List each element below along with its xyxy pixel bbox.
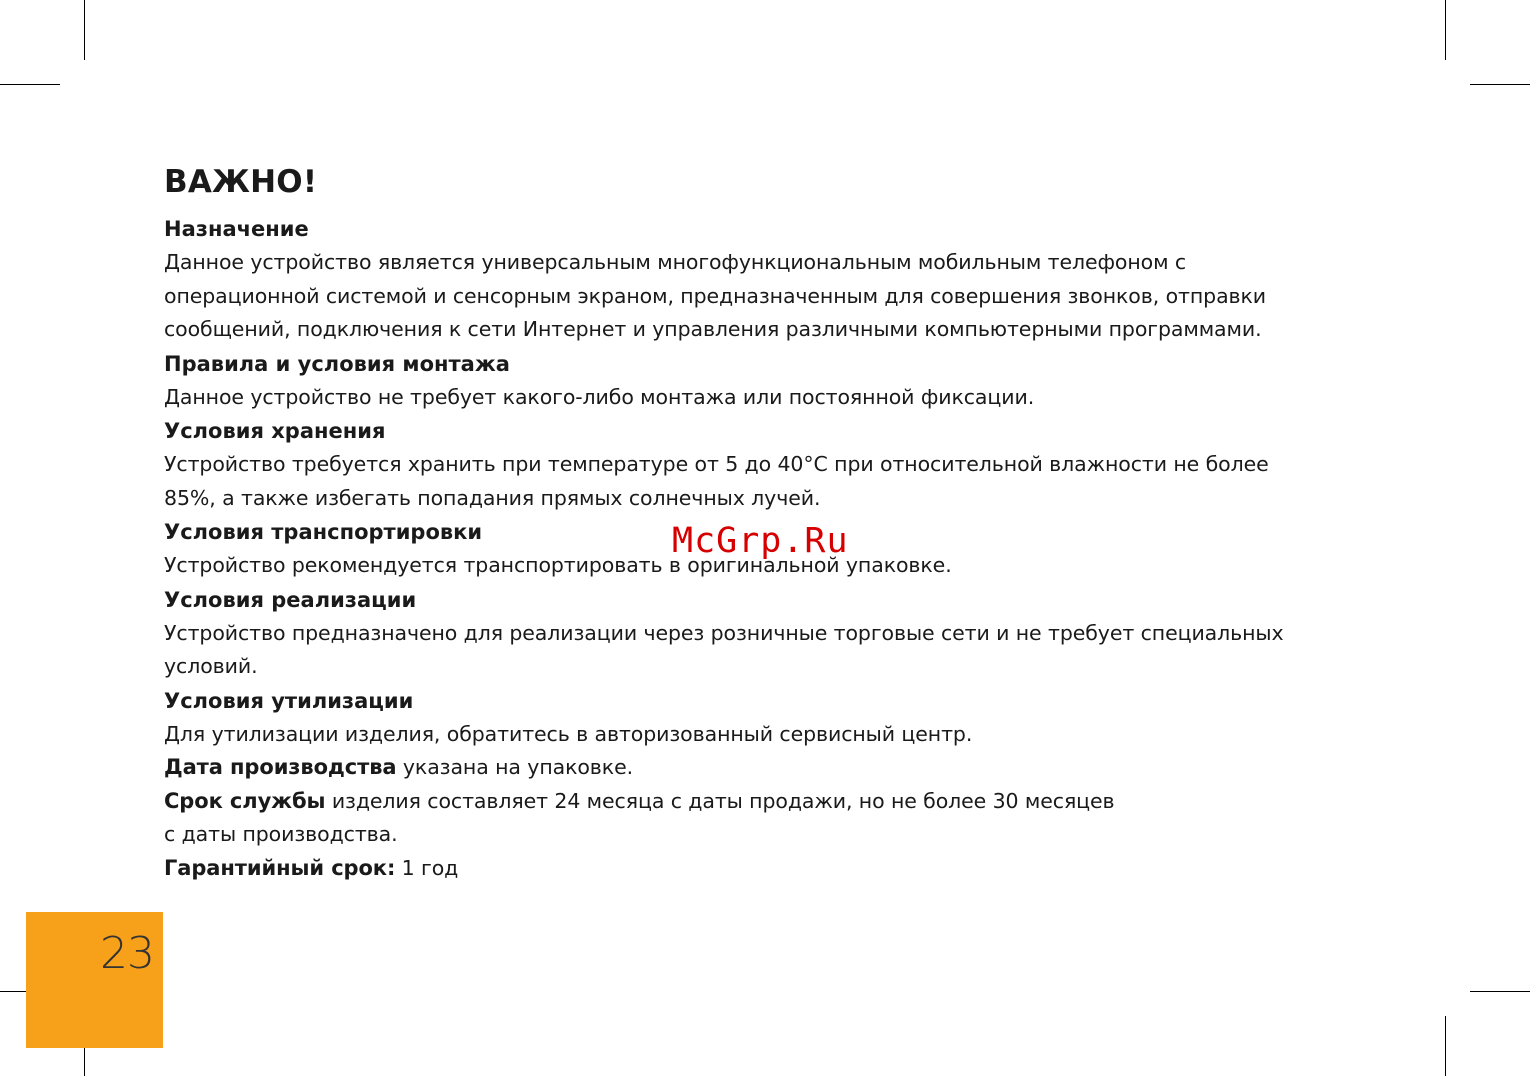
- section-title: Условия реализации: [164, 587, 417, 612]
- section-line: Устройство рекомендуется транспортировать в оригинальной упаковке.: [164, 553, 952, 577]
- service-life-line-2: с даты производства.: [164, 822, 398, 846]
- section-sales: [164, 583, 1394, 684]
- crop-mark-bottom-right-vertical: [1445, 1016, 1446, 1076]
- crop-mark-top-left-horizontal: [0, 84, 60, 85]
- crop-mark-top-right-horizontal: [1470, 84, 1530, 85]
- section-storage: [164, 414, 1394, 515]
- section-disposal: [164, 684, 1394, 752]
- warranty-line: [164, 852, 1394, 886]
- section-line: Данное устройство не требует какого-либо монтажа или постоянной фиксации.: [164, 384, 1035, 409]
- warranty-text: 1 год: [395, 855, 459, 880]
- section-line: Данное устройство является универсальным многофункциональным мобильным телефоном с: [164, 250, 1187, 274]
- section-line: Для утилизации изделия, обратитесь в авторизованный сервисный центр.: [164, 721, 973, 746]
- section-line: Устройство предназначено для реализации через розничные торговые сети и не требует специальных: [164, 620, 1284, 645]
- section-line: 85%, а также избегать попадания прямых солнечных лучей.: [164, 485, 821, 510]
- page-number: 23: [100, 928, 154, 979]
- crop-mark-top-right-vertical: [1445, 0, 1446, 60]
- section-line: Устройство требуется хранить при температуре от 5 до 40°С при относительной влажности не более: [164, 452, 1269, 476]
- watermark: McGrp.Ru: [672, 521, 849, 561]
- section-title: Условия утилизации: [164, 688, 414, 713]
- production-date-label: Дата производства: [164, 755, 397, 779]
- section-title: Правила и условия монтажа: [164, 351, 510, 376]
- service-life-text: изделия составляет 24 месяца с даты продажи, но не более 30 месяцев: [325, 788, 1115, 813]
- warranty-label: Гарантийный срок:: [164, 855, 396, 880]
- service-life-label: Срок службы: [164, 788, 326, 813]
- production-date-line: [164, 751, 1394, 785]
- section-line: сообщений, подключения к сети Интернет и управления различными компьютерными программами.: [164, 317, 1262, 341]
- crop-mark-bottom-right-horizontal: [1470, 991, 1530, 992]
- section-purpose: [164, 212, 1394, 347]
- page-heading: ВАЖНО!: [164, 164, 318, 200]
- crop-mark-top-left-vertical: [84, 0, 85, 60]
- production-date-text: указана на упаковке.: [396, 755, 634, 779]
- section-title: Назначение: [164, 217, 309, 241]
- section-line: операционной системой и сенсорным экраном, предназначенным для совершения звонков, отправки: [164, 283, 1267, 308]
- section-title: Условия хранения: [164, 419, 386, 443]
- section-line: условий.: [164, 654, 258, 678]
- section-title: Условия транспортировки: [164, 520, 483, 544]
- service-life-line: [164, 785, 1394, 819]
- section-installation: [164, 347, 1394, 415]
